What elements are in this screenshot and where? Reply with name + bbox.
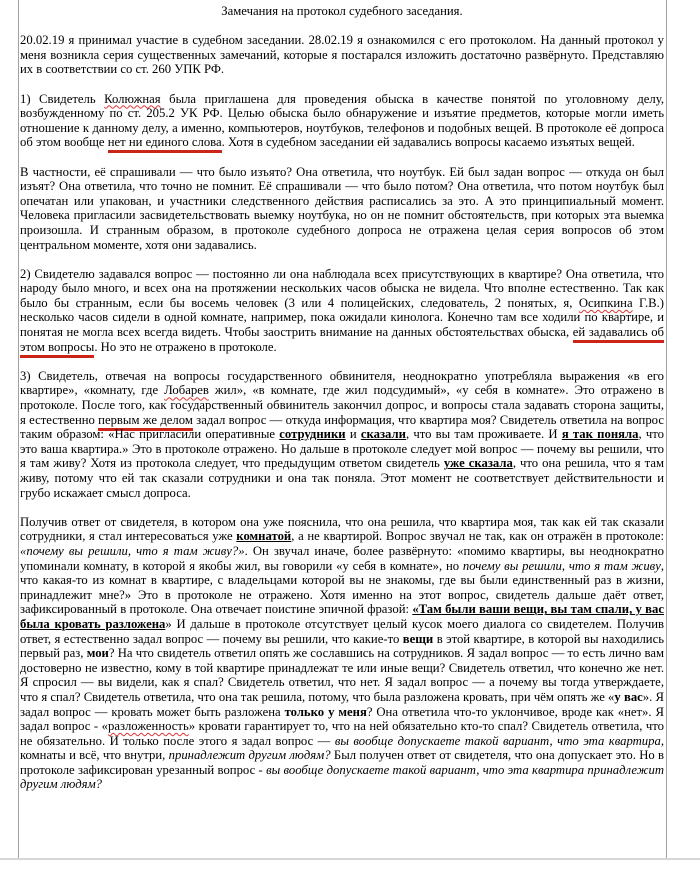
text-run: ? Она ответила что-то уклончивое, вроде как «нет». Я задал вопрос - « xyxy=(20,704,664,734)
bold-text: у вас xyxy=(614,689,643,704)
text-run: жил», «в комнате, где жил подсудимый», «у себя в комнате». Это отражено в протоколе. После того, как государственный обвинитель закончил допрос, и вопросы стала задавать сторона защиты, я естественно xyxy=(20,383,664,427)
text-run: ? На что свидетель ответил опять же сославшись на сотрудников. Я задал вопрос — то есть лично вам достоверно не известно, кому в той квартире принадлежат те или иные вещи? Свидетель ответил, что конечно же нет. Я спросил — вы видели, как я спал? Свидетель ответил, что нет. Я задал вопрос — а почему вы тогда утверждаете, что я спал? Свидетель ответила, что она так решила, потому, что была разложена кровать, при чём опять же « xyxy=(20,646,665,704)
red-underline-annotation: нет ни единого слова xyxy=(108,135,222,153)
spellcheck-flagged-word: разложенность xyxy=(107,719,189,734)
paragraph-1 xyxy=(20,33,664,77)
paragraph-3 xyxy=(20,165,664,253)
text-run: была приглашена для проведения обыска в качестве понятой по уголовному делу, возбужденному по ст. 205.2 УК РФ. Целью обыска было обнаружение и изъятие предметов, которые могли иметь отношение к данному делу, а именно, компьютеров, ноутбуков, телефонов и подобных вещей. В протоколе её допроса об этом вообще xyxy=(20,91,664,150)
text-run: » И дальше в протоколе отсутствует целый кусок моего диалога со свидетелем. Получив ответ, я естественно задал вопрос — почему вы решили, что какие-то xyxy=(20,616,664,646)
text-run: ». Я задал вопрос — кровать может быть разложена xyxy=(20,689,664,719)
text-run: 3) Свидетель, отвечая на вопросы государственного обвинителя, неоднократно употребляла выражения «в его квартире», «комнату, где xyxy=(20,368,664,398)
text-run: » кровати гарантирует то, что на ней обязательно кто-то спал? Свидетель ответила, что не обязательно. И только после этого я задал вопрос — xyxy=(20,719,664,748)
text-boundary-left xyxy=(18,0,19,858)
text-run: комнаты и всё, что внутри, xyxy=(20,748,169,763)
text-run: , что какая-то из комнат в квартире, с владельцами которой вы не знакомы, где вы были единственный раз в жизни, принадлежит мне?» Это в протоколе не отражено. Хотя именно на этот вопрос, свидетель дальше даёт ответ, зафиксированный в протоколе. Она отвечает поистине эпичной фразой: xyxy=(20,558,664,617)
text-run: и xyxy=(345,427,361,442)
bold-text: мои xyxy=(86,646,109,661)
text-run: Г.В.) несколько часов сидели в одной комнате, например, пока ожидали кинолога. Конечно там все ходили по квартире, и понятая не могла всех всегда видеть. Чтобы заострить внимание на данных обстоятельствах обыска, xyxy=(20,295,664,340)
text-run: Был получен ответ от свидетеля, что она допускает это. Но в протоколе зафиксирован урезанный вопрос - xyxy=(20,748,664,777)
text-run: 1) Свидетель xyxy=(20,91,105,106)
page-bottom-edge xyxy=(0,858,700,860)
bold-underlined-text: комнатой xyxy=(236,529,292,544)
paragraph-2 xyxy=(20,92,664,150)
paragraph-5 xyxy=(20,369,664,500)
bold-underlined-text: сотрудники xyxy=(279,427,346,442)
italic-quote-text: принадлежит другим людям? xyxy=(168,748,331,763)
text-run: . Хотя в судебном заседании ей задавались вопросы касаемо изъятых вещей. xyxy=(221,135,635,150)
document-content xyxy=(20,0,664,792)
text-run: , что это ваша квартира.» Это в протоколе отражено. Но дальше в протоколе следует мой вопрос — почему вы решили, что я там живу? Хотя из протокола следует, что предыдущим ответом свидетель xyxy=(20,427,664,471)
red-underline-annotation: первым же делом xyxy=(98,413,193,431)
text-run: , что вы там проживаете. И xyxy=(405,427,562,442)
text-run: Получив ответ от свидетеля, в котором она уже пояснила, что она решила, что квартира моя, так как ей так сказали сотрудники, я стал интересоваться уже xyxy=(20,514,664,544)
italic-quote-text: почему вы решили, что я там живу xyxy=(462,558,661,573)
bold-underlined-text: «Там были ваши вещи, вы там спали, у вас была кровать разложена xyxy=(20,602,664,631)
italic-quote-text: вы вообще допускаете такой вариант, что эта квартира принадлежит другим людям? xyxy=(20,762,664,792)
red-underline-annotation: ей задавались об этом вопросы xyxy=(20,325,664,358)
bold-underlined-text: уже сказала xyxy=(443,456,513,471)
document-title: Замечания на протокол судебного заседания. xyxy=(221,4,463,18)
italic-quote-text: «почему вы решили, что я там живу?» xyxy=(20,543,245,558)
text-run: 2) Свидетелю задавался вопрос — постоянно ли она наблюдала всех присутствующих в квартире? Она ответила, что народу было много, и всех она на протяжении нескольких часов обыска не видела. Что вполне естественно. Так как было бы странным, если бы восемь человек (3 или 4 полицейских, следователь, 2 понятых, я, xyxy=(20,266,664,310)
text-run: , а не квартирой. Вопрос звучал не так, как он отражён в протоколе: xyxy=(291,529,664,544)
text-run: в этой квартире, в которой вы находились первый раз, xyxy=(20,631,664,661)
text-boundary-right xyxy=(666,0,667,858)
text-run: . Он звучал иначе, более развёрнуто: «помимо квартиры, вы неоднократно упоминали комнату, в которой я якобы жил, вы говорили «у себя в комнате», но xyxy=(20,543,664,573)
bold-text: только у меня xyxy=(284,704,367,719)
italic-quote-text: вы вообще допускаете такой вариант, что эта квартира, xyxy=(334,733,664,748)
bold-underlined-text: я так поняла xyxy=(561,427,639,442)
bold-underlined-text: сказали xyxy=(360,427,406,442)
document-paragraphs xyxy=(20,33,664,792)
paragraph-6 xyxy=(20,515,664,792)
spellcheck-flagged-word: Осипкина xyxy=(578,295,633,310)
bold-text: вещи xyxy=(402,631,434,646)
text-run: задал вопрос — откуда информация, что квартира моя? Свидетель ответила на вопрос таким образом: «Нас пригласили оперативные xyxy=(20,412,664,442)
text-run: В частности, её спрашивали — что было изъято? Она ответила, что ноутбук. Ей был задан вопрос — откуда он был изъят? Она ответила, что точно не помнит. Её спрашивали — что было потом? Она ответила, что потом ноутбук был опечатан или упакован, и участники следственного действия расписались за это. А это принципиальный момент. Человека пригласили засвидетельствовать выемку ноутбука, но он не помнит обстоятельств, при которых эта выемка произошла. И странным образом, в протоколе судебного допроса не отражена целая серия вопросов об этом центральном моменте, хотя они задавались. xyxy=(20,164,664,252)
spellcheck-flagged-word: Лобарев xyxy=(164,383,209,398)
spellcheck-flagged-word: Колюжная xyxy=(104,91,161,106)
text-run: , что она решила, что я там живу, потому что ей так сказали сотрудники и она так поняла. Этот момент не соответствует действительности и грубо искажает смысл допроса. xyxy=(20,456,664,500)
text-run: . Но это не отражено в протоколе. xyxy=(94,339,277,354)
text-run: 20.02.19 я принимал участие в судебном заседании. 28.02.19 я ознакомился с его протоколом. На данный протокол у меня возникла серия существенных замечаний, которые я постарался изложить достаточно развёрнуто. Представляю их в соответствии со ст. 260 УПК РФ. xyxy=(20,33,664,77)
paragraph-4 xyxy=(20,267,664,355)
